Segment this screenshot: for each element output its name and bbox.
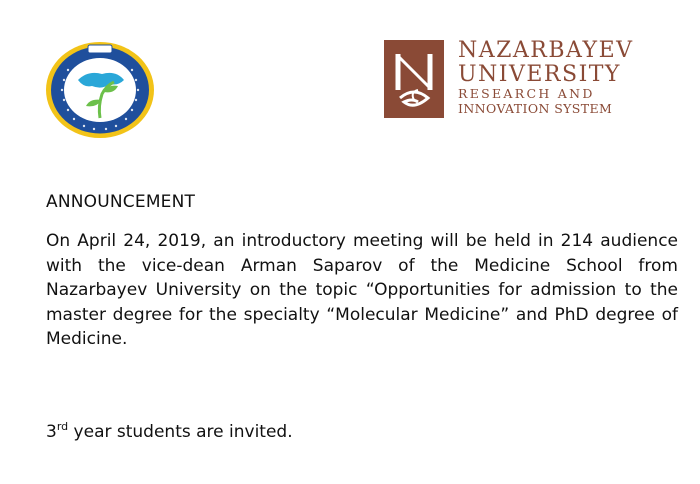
announcement-title: ANNOUNCEMENT	[46, 192, 196, 212]
invite-line	[46, 422, 293, 442]
nu-wordmark-line-1: NAZARBAYEV	[458, 38, 634, 63]
announcement-body: On April 24, 2019, an introductory meeting will be held in 214 audience with the vice-dean Arman Saparov of the Medicine School from Nazarbayev University on the topic “Opportunities for admission to the master degree for the specialty “Molecular Medicine” and PhD degree of Medicine.	[46, 231, 678, 350]
nu-wordmark-line-4: INNOVATION SYSTEM	[458, 101, 613, 116]
invite-number: 3	[46, 422, 57, 442]
faculty-seal-icon	[44, 40, 156, 140]
nu-wordmark-line-3: RESEARCH AND	[458, 86, 595, 101]
nu-wordmark	[458, 40, 634, 118]
invite-text: year students are invited.	[68, 422, 293, 442]
faculty-seal-logo	[44, 40, 156, 140]
nu-wordmark-line-2: UNIVERSITY	[458, 62, 621, 87]
nu-logo	[384, 40, 654, 120]
nu-mark-icon	[384, 40, 444, 118]
invite-ordinal: rd	[56, 420, 69, 433]
